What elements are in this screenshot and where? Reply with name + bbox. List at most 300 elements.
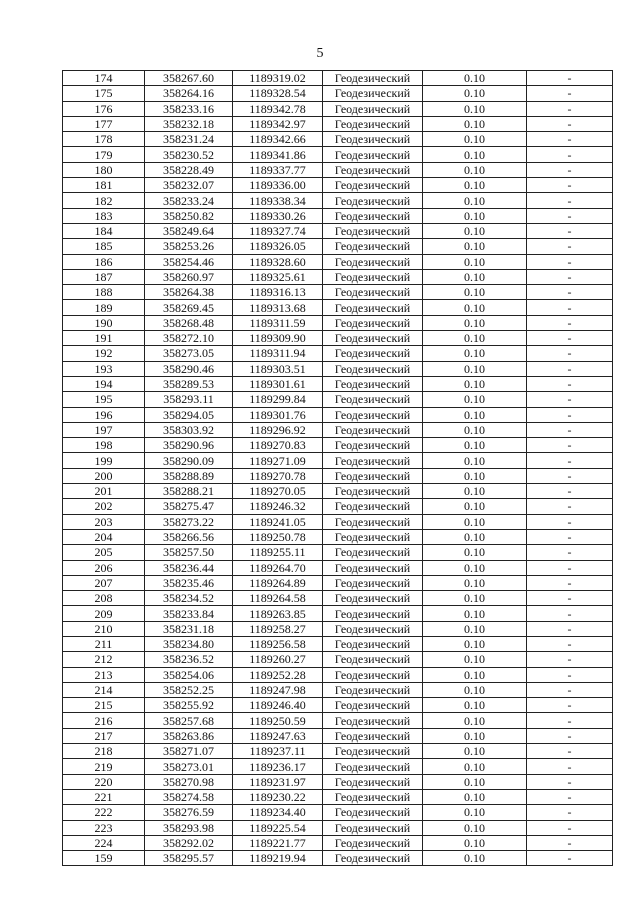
method-cell: Геодезический bbox=[323, 101, 423, 116]
accuracy-cell: 0.10 bbox=[423, 392, 527, 407]
x-coordinate-cell: 358276.59 bbox=[145, 805, 233, 820]
description-cell: - bbox=[527, 835, 613, 850]
description-cell: - bbox=[527, 239, 613, 254]
y-coordinate-cell: 1189311.94 bbox=[233, 346, 323, 361]
method-cell: Геодезический bbox=[323, 529, 423, 544]
y-coordinate-cell: 1189271.09 bbox=[233, 453, 323, 468]
x-coordinate-cell: 358234.52 bbox=[145, 591, 233, 606]
point-number-cell: 205 bbox=[63, 545, 145, 560]
x-coordinate-cell: 358295.57 bbox=[145, 851, 233, 866]
point-number-cell: 204 bbox=[63, 529, 145, 544]
y-coordinate-cell: 1189230.22 bbox=[233, 789, 323, 804]
description-cell: - bbox=[527, 484, 613, 499]
y-coordinate-cell: 1189316.13 bbox=[233, 285, 323, 300]
x-coordinate-cell: 358233.16 bbox=[145, 101, 233, 116]
point-number-cell: 181 bbox=[63, 178, 145, 193]
x-coordinate-cell: 358233.84 bbox=[145, 606, 233, 621]
point-number-cell: 178 bbox=[63, 132, 145, 147]
y-coordinate-cell: 1189311.59 bbox=[233, 315, 323, 330]
accuracy-cell: 0.10 bbox=[423, 606, 527, 621]
y-coordinate-cell: 1189342.97 bbox=[233, 116, 323, 131]
table-row bbox=[63, 285, 613, 300]
y-coordinate-cell: 1189328.60 bbox=[233, 254, 323, 269]
method-cell: Геодезический bbox=[323, 820, 423, 835]
table-row bbox=[63, 820, 613, 835]
description-cell: - bbox=[527, 851, 613, 866]
method-cell: Геодезический bbox=[323, 438, 423, 453]
y-coordinate-cell: 1189252.28 bbox=[233, 667, 323, 682]
x-coordinate-cell: 358293.98 bbox=[145, 820, 233, 835]
accuracy-cell: 0.10 bbox=[423, 499, 527, 514]
x-coordinate-cell: 358254.46 bbox=[145, 254, 233, 269]
description-cell: - bbox=[527, 759, 613, 774]
accuracy-cell: 0.10 bbox=[423, 178, 527, 193]
description-cell: - bbox=[527, 560, 613, 575]
accuracy-cell: 0.10 bbox=[423, 667, 527, 682]
point-number-cell: 220 bbox=[63, 774, 145, 789]
y-coordinate-cell: 1189264.70 bbox=[233, 560, 323, 575]
point-number-cell: 180 bbox=[63, 162, 145, 177]
accuracy-cell: 0.10 bbox=[423, 835, 527, 850]
point-number-cell: 184 bbox=[63, 223, 145, 238]
x-coordinate-cell: 358263.86 bbox=[145, 728, 233, 743]
y-coordinate-cell: 1189301.76 bbox=[233, 407, 323, 422]
accuracy-cell: 0.10 bbox=[423, 147, 527, 162]
x-coordinate-cell: 358230.52 bbox=[145, 147, 233, 162]
accuracy-cell: 0.10 bbox=[423, 300, 527, 315]
method-cell: Геодезический bbox=[323, 346, 423, 361]
x-coordinate-cell: 358274.58 bbox=[145, 789, 233, 804]
description-cell: - bbox=[527, 178, 613, 193]
point-number-cell: 200 bbox=[63, 468, 145, 483]
description-cell: - bbox=[527, 331, 613, 346]
point-number-cell: 192 bbox=[63, 346, 145, 361]
x-coordinate-cell: 358272.10 bbox=[145, 331, 233, 346]
x-coordinate-cell: 358233.24 bbox=[145, 193, 233, 208]
accuracy-cell: 0.10 bbox=[423, 514, 527, 529]
table-row bbox=[63, 193, 613, 208]
accuracy-cell: 0.10 bbox=[423, 269, 527, 284]
table-row bbox=[63, 682, 613, 697]
method-cell: Геодезический bbox=[323, 376, 423, 391]
accuracy-cell: 0.10 bbox=[423, 101, 527, 116]
point-number-cell: 189 bbox=[63, 300, 145, 315]
x-coordinate-cell: 358288.21 bbox=[145, 484, 233, 499]
point-number-cell: 183 bbox=[63, 208, 145, 223]
y-coordinate-cell: 1189341.86 bbox=[233, 147, 323, 162]
point-number-cell: 195 bbox=[63, 392, 145, 407]
y-coordinate-cell: 1189328.54 bbox=[233, 86, 323, 101]
y-coordinate-cell: 1189225.54 bbox=[233, 820, 323, 835]
method-cell: Геодезический bbox=[323, 71, 423, 86]
method-cell: Геодезический bbox=[323, 606, 423, 621]
description-cell: - bbox=[527, 361, 613, 376]
method-cell: Геодезический bbox=[323, 392, 423, 407]
point-number-cell: 194 bbox=[63, 376, 145, 391]
table-row bbox=[63, 239, 613, 254]
y-coordinate-cell: 1189246.32 bbox=[233, 499, 323, 514]
table-row bbox=[63, 422, 613, 437]
table-row bbox=[63, 652, 613, 667]
table-row bbox=[63, 835, 613, 850]
y-coordinate-cell: 1189264.58 bbox=[233, 591, 323, 606]
description-cell: - bbox=[527, 269, 613, 284]
y-coordinate-cell: 1189247.98 bbox=[233, 682, 323, 697]
method-cell: Геодезический bbox=[323, 499, 423, 514]
method-cell: Геодезический bbox=[323, 315, 423, 330]
y-coordinate-cell: 1189255.11 bbox=[233, 545, 323, 560]
description-cell: - bbox=[527, 162, 613, 177]
accuracy-cell: 0.10 bbox=[423, 193, 527, 208]
table-row bbox=[63, 805, 613, 820]
accuracy-cell: 0.10 bbox=[423, 254, 527, 269]
table-row bbox=[63, 269, 613, 284]
x-coordinate-cell: 358294.05 bbox=[145, 407, 233, 422]
description-cell: - bbox=[527, 376, 613, 391]
x-coordinate-cell: 358253.26 bbox=[145, 239, 233, 254]
description-cell: - bbox=[527, 315, 613, 330]
table-row bbox=[63, 208, 613, 223]
table-row bbox=[63, 300, 613, 315]
table-row bbox=[63, 851, 613, 866]
point-number-cell: 212 bbox=[63, 652, 145, 667]
table-row bbox=[63, 453, 613, 468]
method-cell: Геодезический bbox=[323, 682, 423, 697]
x-coordinate-cell: 358255.92 bbox=[145, 698, 233, 713]
y-coordinate-cell: 1189296.92 bbox=[233, 422, 323, 437]
description-cell: - bbox=[527, 193, 613, 208]
y-coordinate-cell: 1189250.59 bbox=[233, 713, 323, 728]
description-cell: - bbox=[527, 744, 613, 759]
y-coordinate-cell: 1189247.63 bbox=[233, 728, 323, 743]
description-cell: - bbox=[527, 438, 613, 453]
method-cell: Геодезический bbox=[323, 728, 423, 743]
method-cell: Геодезический bbox=[323, 575, 423, 590]
method-cell: Геодезический bbox=[323, 285, 423, 300]
method-cell: Геодезический bbox=[323, 86, 423, 101]
description-cell: - bbox=[527, 789, 613, 804]
point-number-cell: 190 bbox=[63, 315, 145, 330]
table-row bbox=[63, 254, 613, 269]
table-row bbox=[63, 101, 613, 116]
point-number-cell: 210 bbox=[63, 621, 145, 636]
table-row bbox=[63, 484, 613, 499]
x-coordinate-cell: 358264.16 bbox=[145, 86, 233, 101]
point-number-cell: 177 bbox=[63, 116, 145, 131]
accuracy-cell: 0.10 bbox=[423, 774, 527, 789]
description-cell: - bbox=[527, 575, 613, 590]
page-number: 5 bbox=[316, 46, 324, 61]
y-coordinate-cell: 1189337.77 bbox=[233, 162, 323, 177]
description-cell: - bbox=[527, 453, 613, 468]
table-row bbox=[63, 116, 613, 131]
method-cell: Геодезический bbox=[323, 254, 423, 269]
method-cell: Геодезический bbox=[323, 193, 423, 208]
table-row bbox=[63, 698, 613, 713]
y-coordinate-cell: 1189270.05 bbox=[233, 484, 323, 499]
table-row bbox=[63, 132, 613, 147]
method-cell: Геодезический bbox=[323, 484, 423, 499]
table-row bbox=[63, 438, 613, 453]
table-row bbox=[63, 545, 613, 560]
method-cell: Геодезический bbox=[323, 652, 423, 667]
point-number-cell: 176 bbox=[63, 101, 145, 116]
method-cell: Геодезический bbox=[323, 162, 423, 177]
accuracy-cell: 0.10 bbox=[423, 239, 527, 254]
point-number-cell: 203 bbox=[63, 514, 145, 529]
method-cell: Геодезический bbox=[323, 208, 423, 223]
x-coordinate-cell: 358303.92 bbox=[145, 422, 233, 437]
method-cell: Геодезический bbox=[323, 835, 423, 850]
y-coordinate-cell: 1189236.17 bbox=[233, 759, 323, 774]
method-cell: Геодезический bbox=[323, 514, 423, 529]
point-number-cell: 211 bbox=[63, 636, 145, 651]
table-row bbox=[63, 361, 613, 376]
description-cell: - bbox=[527, 652, 613, 667]
point-number-cell: 202 bbox=[63, 499, 145, 514]
point-number-cell: 185 bbox=[63, 239, 145, 254]
method-cell: Геодезический bbox=[323, 591, 423, 606]
x-coordinate-cell: 358249.64 bbox=[145, 223, 233, 238]
x-coordinate-cell: 358293.11 bbox=[145, 392, 233, 407]
table-row bbox=[63, 667, 613, 682]
description-cell: - bbox=[527, 285, 613, 300]
description-cell: - bbox=[527, 805, 613, 820]
table-row bbox=[63, 575, 613, 590]
x-coordinate-cell: 358292.02 bbox=[145, 835, 233, 850]
table-row bbox=[63, 591, 613, 606]
method-cell: Геодезический bbox=[323, 116, 423, 131]
accuracy-cell: 0.10 bbox=[423, 116, 527, 131]
method-cell: Геодезический bbox=[323, 636, 423, 651]
description-cell: - bbox=[527, 407, 613, 422]
coordinates-table-body bbox=[63, 71, 613, 866]
accuracy-cell: 0.10 bbox=[423, 698, 527, 713]
x-coordinate-cell: 358266.56 bbox=[145, 529, 233, 544]
description-cell: - bbox=[527, 682, 613, 697]
description-cell: - bbox=[527, 529, 613, 544]
table-row bbox=[63, 223, 613, 238]
table-row bbox=[63, 147, 613, 162]
y-coordinate-cell: 1189260.27 bbox=[233, 652, 323, 667]
x-coordinate-cell: 358232.18 bbox=[145, 116, 233, 131]
table-row bbox=[63, 71, 613, 86]
method-cell: Геодезический bbox=[323, 789, 423, 804]
table-row bbox=[63, 392, 613, 407]
y-coordinate-cell: 1189336.00 bbox=[233, 178, 323, 193]
description-cell: - bbox=[527, 223, 613, 238]
point-number-cell: 191 bbox=[63, 331, 145, 346]
point-number-cell: 199 bbox=[63, 453, 145, 468]
point-number-cell: 206 bbox=[63, 560, 145, 575]
method-cell: Геодезический bbox=[323, 331, 423, 346]
description-cell: - bbox=[527, 514, 613, 529]
table-row bbox=[63, 346, 613, 361]
accuracy-cell: 0.10 bbox=[423, 407, 527, 422]
method-cell: Геодезический bbox=[323, 805, 423, 820]
x-coordinate-cell: 358269.45 bbox=[145, 300, 233, 315]
accuracy-cell: 0.10 bbox=[423, 162, 527, 177]
accuracy-cell: 0.10 bbox=[423, 789, 527, 804]
accuracy-cell: 0.10 bbox=[423, 71, 527, 86]
table-row bbox=[63, 499, 613, 514]
x-coordinate-cell: 358232.07 bbox=[145, 178, 233, 193]
description-cell: - bbox=[527, 698, 613, 713]
x-coordinate-cell: 358252.25 bbox=[145, 682, 233, 697]
y-coordinate-cell: 1189330.26 bbox=[233, 208, 323, 223]
accuracy-cell: 0.10 bbox=[423, 591, 527, 606]
point-number-cell: 216 bbox=[63, 713, 145, 728]
y-coordinate-cell: 1189270.78 bbox=[233, 468, 323, 483]
description-cell: - bbox=[527, 422, 613, 437]
point-number-cell: 215 bbox=[63, 698, 145, 713]
y-coordinate-cell: 1189250.78 bbox=[233, 529, 323, 544]
table-row bbox=[63, 514, 613, 529]
x-coordinate-cell: 358228.49 bbox=[145, 162, 233, 177]
accuracy-cell: 0.10 bbox=[423, 529, 527, 544]
accuracy-cell: 0.10 bbox=[423, 86, 527, 101]
x-coordinate-cell: 358257.50 bbox=[145, 545, 233, 560]
method-cell: Геодезический bbox=[323, 744, 423, 759]
description-cell: - bbox=[527, 774, 613, 789]
method-cell: Геодезический bbox=[323, 621, 423, 636]
accuracy-cell: 0.10 bbox=[423, 820, 527, 835]
description-cell: - bbox=[527, 636, 613, 651]
description-cell: - bbox=[527, 147, 613, 162]
description-cell: - bbox=[527, 254, 613, 269]
description-cell: - bbox=[527, 499, 613, 514]
accuracy-cell: 0.10 bbox=[423, 805, 527, 820]
point-number-cell: 218 bbox=[63, 744, 145, 759]
point-number-cell: 207 bbox=[63, 575, 145, 590]
description-cell: - bbox=[527, 71, 613, 86]
description-cell: - bbox=[527, 545, 613, 560]
point-number-cell: 187 bbox=[63, 269, 145, 284]
method-cell: Геодезический bbox=[323, 361, 423, 376]
point-number-cell: 193 bbox=[63, 361, 145, 376]
accuracy-cell: 0.10 bbox=[423, 851, 527, 866]
coordinates-table bbox=[62, 70, 613, 866]
point-number-cell: 197 bbox=[63, 422, 145, 437]
point-number-cell: 214 bbox=[63, 682, 145, 697]
x-coordinate-cell: 358236.44 bbox=[145, 560, 233, 575]
x-coordinate-cell: 358288.89 bbox=[145, 468, 233, 483]
description-cell: - bbox=[527, 667, 613, 682]
method-cell: Геодезический bbox=[323, 851, 423, 866]
x-coordinate-cell: 358289.53 bbox=[145, 376, 233, 391]
method-cell: Геодезический bbox=[323, 468, 423, 483]
accuracy-cell: 0.10 bbox=[423, 575, 527, 590]
x-coordinate-cell: 358275.47 bbox=[145, 499, 233, 514]
point-number-cell: 179 bbox=[63, 147, 145, 162]
table-row bbox=[63, 376, 613, 391]
point-number-cell: 196 bbox=[63, 407, 145, 422]
accuracy-cell: 0.10 bbox=[423, 438, 527, 453]
y-coordinate-cell: 1189264.89 bbox=[233, 575, 323, 590]
y-coordinate-cell: 1189234.40 bbox=[233, 805, 323, 820]
accuracy-cell: 0.10 bbox=[423, 636, 527, 651]
accuracy-cell: 0.10 bbox=[423, 560, 527, 575]
accuracy-cell: 0.10 bbox=[423, 468, 527, 483]
point-number-cell: 213 bbox=[63, 667, 145, 682]
description-cell: - bbox=[527, 116, 613, 131]
y-coordinate-cell: 1189309.90 bbox=[233, 331, 323, 346]
y-coordinate-cell: 1189319.02 bbox=[233, 71, 323, 86]
table-row bbox=[63, 621, 613, 636]
description-cell: - bbox=[527, 132, 613, 147]
description-cell: - bbox=[527, 86, 613, 101]
point-number-cell: 217 bbox=[63, 728, 145, 743]
accuracy-cell: 0.10 bbox=[423, 713, 527, 728]
x-coordinate-cell: 358273.01 bbox=[145, 759, 233, 774]
method-cell: Геодезический bbox=[323, 269, 423, 284]
x-coordinate-cell: 358231.24 bbox=[145, 132, 233, 147]
method-cell: Геодезический bbox=[323, 774, 423, 789]
table-row bbox=[63, 606, 613, 621]
y-coordinate-cell: 1189342.78 bbox=[233, 101, 323, 116]
accuracy-cell: 0.10 bbox=[423, 453, 527, 468]
table-row bbox=[63, 331, 613, 346]
description-cell: - bbox=[527, 392, 613, 407]
accuracy-cell: 0.10 bbox=[423, 361, 527, 376]
point-number-cell: 174 bbox=[63, 71, 145, 86]
x-coordinate-cell: 358271.07 bbox=[145, 744, 233, 759]
y-coordinate-cell: 1189263.85 bbox=[233, 606, 323, 621]
x-coordinate-cell: 358290.46 bbox=[145, 361, 233, 376]
method-cell: Геодезический bbox=[323, 178, 423, 193]
point-number-cell: 186 bbox=[63, 254, 145, 269]
table-row bbox=[63, 728, 613, 743]
point-number-cell: 175 bbox=[63, 86, 145, 101]
method-cell: Геодезический bbox=[323, 667, 423, 682]
point-number-cell: 208 bbox=[63, 591, 145, 606]
point-number-cell: 188 bbox=[63, 285, 145, 300]
description-cell: - bbox=[527, 606, 613, 621]
table-row bbox=[63, 162, 613, 177]
point-number-cell: 201 bbox=[63, 484, 145, 499]
method-cell: Геодезический bbox=[323, 132, 423, 147]
accuracy-cell: 0.10 bbox=[423, 621, 527, 636]
accuracy-cell: 0.10 bbox=[423, 315, 527, 330]
x-coordinate-cell: 358236.52 bbox=[145, 652, 233, 667]
y-coordinate-cell: 1189338.34 bbox=[233, 193, 323, 208]
table-row bbox=[63, 315, 613, 330]
accuracy-cell: 0.10 bbox=[423, 223, 527, 238]
table-row bbox=[63, 468, 613, 483]
y-coordinate-cell: 1189256.58 bbox=[233, 636, 323, 651]
point-number-cell: 182 bbox=[63, 193, 145, 208]
method-cell: Геодезический bbox=[323, 422, 423, 437]
y-coordinate-cell: 1189258.27 bbox=[233, 621, 323, 636]
method-cell: Геодезический bbox=[323, 453, 423, 468]
method-cell: Геодезический bbox=[323, 300, 423, 315]
point-number-cell: 222 bbox=[63, 805, 145, 820]
description-cell: - bbox=[527, 300, 613, 315]
x-coordinate-cell: 358267.60 bbox=[145, 71, 233, 86]
accuracy-cell: 0.10 bbox=[423, 744, 527, 759]
description-cell: - bbox=[527, 621, 613, 636]
method-cell: Геодезический bbox=[323, 239, 423, 254]
accuracy-cell: 0.10 bbox=[423, 285, 527, 300]
x-coordinate-cell: 358234.80 bbox=[145, 636, 233, 651]
y-coordinate-cell: 1189221.77 bbox=[233, 835, 323, 850]
table-row bbox=[63, 178, 613, 193]
x-coordinate-cell: 358290.09 bbox=[145, 453, 233, 468]
y-coordinate-cell: 1189299.84 bbox=[233, 392, 323, 407]
x-coordinate-cell: 358231.18 bbox=[145, 621, 233, 636]
y-coordinate-cell: 1189326.05 bbox=[233, 239, 323, 254]
method-cell: Геодезический bbox=[323, 545, 423, 560]
